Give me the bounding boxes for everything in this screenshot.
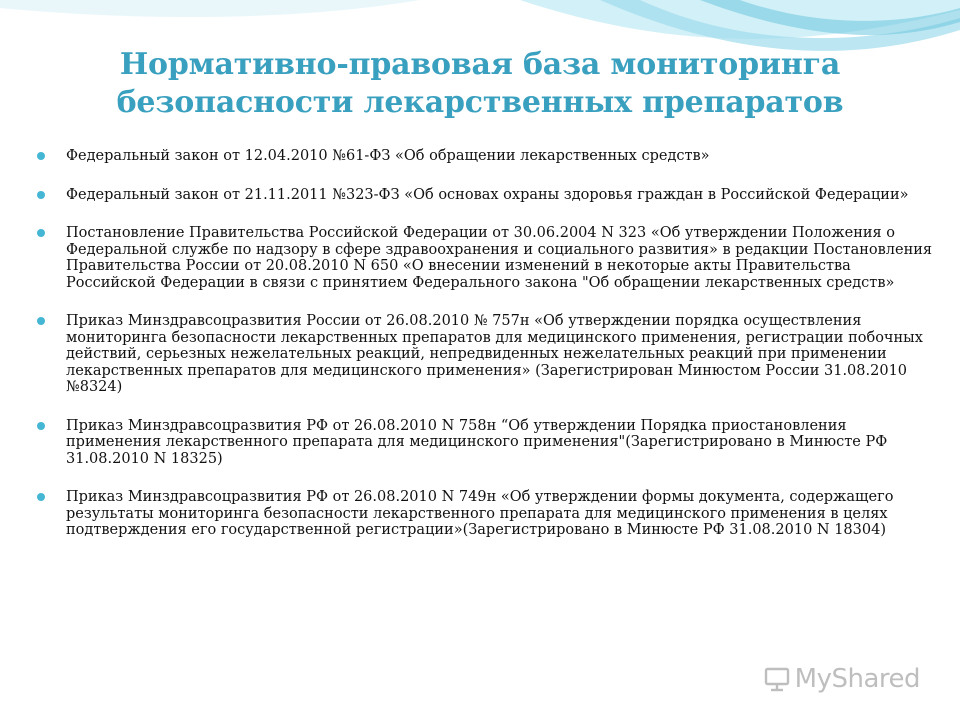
bullet-icon (37, 493, 45, 501)
list-item (30, 148, 935, 165)
presentation-icon (763, 665, 791, 693)
regulation-list (30, 148, 935, 561)
bullet-icon (37, 191, 45, 199)
list-item (30, 418, 935, 468)
watermark-text: MyShared (794, 664, 920, 694)
bullet-icon (37, 229, 45, 237)
slide-title-line: Нормативно-правовая база мониторинга (119, 47, 841, 82)
slide-title-line: безопасности лекарственных препаратов (116, 85, 844, 120)
list-item-text: Федеральный закон от 21.11.2011 №323-ФЗ «Об основах охраны здоровья граждан в Российской Федерации» (66, 186, 909, 203)
list-item (30, 225, 935, 291)
list-item-text: Приказ Минздравсоцразвития России от 26.08.2010 № 757н «Об утверждении порядка осуществления мониторинга безопасности лекарственных препаратов для медицинского применения, регистрации побочных действий, серьезных нежелательных реакций, непредвиденных нежелательных реакций при применении лекарственных препаратов для медицинского применения» (Зарегистрирован Минюстом России 31.08.2010 №8324) (66, 313, 923, 395)
bullet-icon (37, 152, 45, 160)
list-item-text: Постановление Правительства Российской Федерации от 30.06.2004 N 323 «Об утверждении Положения о Федеральной службе по надзору в сфере здравоохранения и социального развития» в редакции Постановления Правительства России от 20.08.2010 N 650 «О внесении изменений в некоторые акты Правительства Российской Федерации в связи с принятием Федерального закона "Об обращении лекарственных средств» (66, 225, 933, 291)
slide-title (40, 46, 920, 122)
watermark-logo (763, 664, 920, 694)
list-item (30, 313, 935, 396)
list-item-text: Федеральный закон от 12.04.2010 №61-ФЗ «Об обращении лекарственных средств» (66, 148, 710, 164)
list-item (30, 187, 935, 204)
bullet-icon (37, 422, 45, 430)
list-item-text: Приказ Минздравсоцразвития РФ от 26.08.2010 N 749н «Об утверждении формы документа, содержащего результаты мониторинга безопасности лекарственного препарата для медицинского применения в целях подтверждения его государственной регистрации»(Зарегистрировано в Минюсте РФ 31.08.2010 N 18304) (66, 489, 894, 538)
bullet-icon (37, 317, 45, 325)
list-item (30, 489, 935, 539)
list-item-text: Приказ Минздравсоцразвития РФ от 26.08.2010 N 758н “Об утверждении Порядка приостановления применения лекарственного препарата для медицинского применения"(Зарегистрировано в Минюсте РФ 31.08.2010 N 18325) (66, 417, 888, 467)
